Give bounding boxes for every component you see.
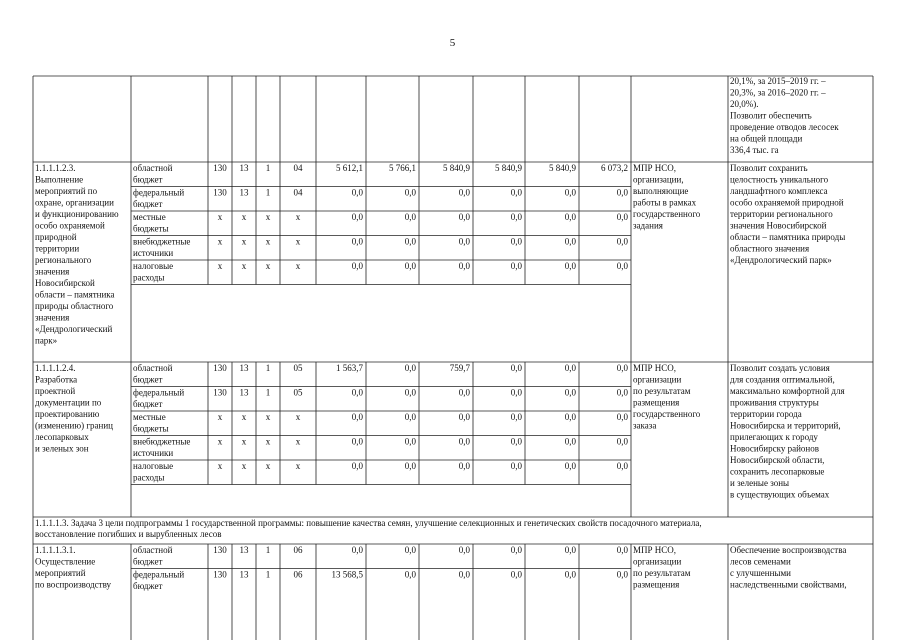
budget-code: x	[295, 261, 301, 271]
executor-line: по результатам	[633, 386, 691, 396]
executor-line: задания	[633, 220, 663, 231]
measure-name-line: документации по	[35, 397, 102, 408]
budget-code: 13	[239, 387, 249, 398]
budget-code: 130	[213, 363, 227, 373]
amount-value: 0,0	[564, 363, 576, 373]
executor-line: выполняющие	[633, 186, 689, 196]
budget-code: x	[241, 461, 247, 471]
measure-name-line: 1.1.1.1.2.3.	[35, 163, 76, 173]
funding-source: федеральный	[133, 387, 185, 398]
amount-value: 0,0	[404, 436, 416, 447]
funding-source: источники	[133, 248, 174, 258]
measure-name-line: регионального	[35, 255, 92, 265]
executor-line: работы в рамках	[633, 197, 697, 208]
budget-code: x	[295, 236, 301, 247]
result-line: прилегающих к городу	[730, 432, 818, 442]
executor-line: МПР НСО,	[633, 545, 677, 555]
funding-source: областной	[133, 545, 173, 555]
amount-value: 0,0	[616, 363, 628, 373]
result-line: в существующих объемах	[730, 489, 830, 500]
measure-name-line: проектированию	[35, 409, 100, 419]
amount-value: 0,0	[616, 261, 628, 271]
result-line: наследственными свойствами,	[730, 579, 847, 590]
funding-source: налоговые	[133, 461, 174, 471]
funding-source: федеральный	[133, 187, 185, 198]
page-number: 5	[449, 37, 456, 49]
result-line: Позволит создать условия	[730, 363, 830, 373]
amount-value: 0,0	[458, 387, 470, 398]
result-note-line: проведение отводов лесосек	[730, 122, 839, 132]
amount-value: 6 073,2	[601, 163, 628, 173]
amount-value: 0,0	[404, 212, 416, 222]
amount-value: 0,0	[404, 412, 416, 422]
funding-source: источники	[133, 448, 174, 458]
funding-source: областной	[133, 163, 173, 173]
executor-line: организации,	[633, 174, 684, 185]
amount-value: 0,0	[564, 412, 576, 422]
funding-source: расходы	[133, 472, 165, 483]
amount-value: 0,0	[458, 212, 470, 222]
budget-code: x	[295, 461, 301, 471]
amount-value: 0,0	[564, 387, 576, 398]
amount-value: 0,0	[404, 363, 416, 373]
amount-value: 0,0	[564, 436, 576, 447]
budget-code: x	[265, 236, 271, 247]
result-note-line: Позволит обеспечить	[730, 110, 812, 121]
budget-code: x	[265, 412, 271, 422]
budget-code: 130	[213, 387, 227, 398]
budget-code: 04	[293, 163, 303, 173]
measure-name-line: по воспроизводству	[35, 579, 112, 590]
amount-value: 0,0	[564, 236, 576, 247]
amount-value: 0,0	[351, 436, 363, 447]
executor-line: организации	[633, 374, 682, 385]
measure-name-line: и функционированию	[35, 209, 119, 219]
amount-value: 0,0	[564, 545, 576, 555]
budget-code: 13	[239, 363, 249, 373]
result-line: ландшафтного комплекса	[730, 186, 828, 196]
executor-line: размещения	[633, 579, 680, 590]
budget-code: x	[265, 261, 271, 271]
budget-code: x	[217, 212, 223, 222]
funding-source: налоговые	[133, 261, 174, 271]
amount-value: 0,0	[458, 187, 470, 198]
result-line: лесов семенами	[730, 556, 791, 567]
amount-value: 5 840,9	[549, 163, 576, 173]
result-line: и зеленые зоны	[730, 478, 790, 488]
budget-code: 130	[213, 545, 227, 555]
amount-value: 0,0	[351, 412, 363, 422]
budget-code: 13	[239, 163, 249, 173]
amount-value: 0,0	[404, 387, 416, 398]
measure-name-line: мероприятий по	[35, 186, 98, 196]
funding-source: бюджет	[133, 374, 163, 385]
result-line: максимально комфортной для	[730, 386, 845, 396]
result-line: Новосибирской области,	[730, 455, 825, 465]
amount-value: 0,0	[458, 236, 470, 247]
budget-code: 1	[265, 387, 271, 398]
result-note-line: 20,0%).	[730, 99, 759, 109]
budget-code: x	[217, 461, 223, 471]
budget-code: 130	[213, 163, 227, 173]
budget-code: 1	[265, 545, 271, 555]
amount-value: 0,0	[510, 545, 522, 555]
amount-value: 0,0	[351, 236, 363, 247]
funding-source: бюджет	[133, 399, 163, 409]
amount-value: 0,0	[510, 236, 522, 247]
amount-value: 0,0	[458, 569, 470, 580]
amount-value: 0,0	[510, 261, 522, 271]
task-text: 1.1.1.1.3. Задача 3 цели подпрограммы 1 государственной программы: повышение качества семян, улучшение селекционных и генетических свойств посадочного материала,	[35, 518, 702, 528]
amount-value: 0,0	[458, 412, 470, 422]
amount-value: 0,0	[458, 545, 470, 555]
measure-name-line: Выполнение	[35, 174, 84, 185]
funding-source: областной	[133, 363, 173, 373]
measure-name-line: области – памятника	[35, 289, 115, 300]
budget-code: 1	[265, 569, 271, 580]
measure-name-line: охране, организации	[35, 197, 114, 208]
amount-value: 5 612,1	[336, 163, 363, 173]
funding-source: местные	[133, 412, 166, 422]
amount-value: 0,0	[351, 545, 363, 555]
amount-value: 0,0	[616, 212, 628, 222]
budget-code: 04	[293, 187, 303, 198]
measure-name-line: (изменению) границ	[35, 420, 113, 431]
measure-name-line: природной	[35, 232, 77, 242]
budget-code: 1	[265, 363, 271, 373]
funding-source: расходы	[133, 272, 165, 283]
funding-source: бюджет	[133, 556, 163, 567]
amount-value: 0,0	[564, 461, 576, 471]
budget-code: 13	[239, 545, 249, 555]
budget-code: x	[217, 236, 223, 247]
budget-code: 05	[293, 363, 303, 373]
executor-line: по результатам	[633, 568, 691, 578]
amount-value: 0,0	[510, 187, 522, 198]
executor-line: организации	[633, 556, 682, 567]
measure-name-line: особо охраняемой	[35, 220, 105, 231]
amount-value: 0,0	[616, 569, 628, 580]
amount-value: 0,0	[458, 461, 470, 471]
measure-name-line: проектной	[35, 386, 76, 396]
amount-value: 0,0	[510, 412, 522, 422]
amount-value: 0,0	[458, 261, 470, 271]
amount-value: 0,0	[404, 569, 416, 580]
amount-value: 1 563,7	[336, 363, 363, 373]
amount-value: 0,0	[351, 387, 363, 398]
amount-value: 0,0	[351, 461, 363, 471]
amount-value: 0,0	[564, 187, 576, 198]
amount-value: 0,0	[510, 461, 522, 471]
amount-value: 0,0	[564, 261, 576, 271]
budget-code: x	[241, 212, 247, 222]
measure-name-line: лесопарковых	[35, 432, 89, 442]
budget-code: 13	[239, 187, 249, 198]
budget-code: x	[265, 436, 271, 447]
budget-code: 13	[239, 569, 249, 580]
amount-value: 0,0	[616, 236, 628, 247]
funding-source: бюджет	[133, 199, 163, 209]
amount-value: 0,0	[510, 569, 522, 580]
result-line: Обеспечение воспроизводства	[730, 545, 847, 555]
budget-code: x	[217, 412, 223, 422]
budget-code: 1	[265, 187, 271, 198]
amount-value: 0,0	[351, 187, 363, 198]
budget-code: x	[217, 261, 223, 271]
amount-value: 0,0	[404, 261, 416, 271]
amount-value: 5 766,1	[389, 163, 416, 173]
budget-code: x	[241, 436, 247, 447]
result-note-line: 20,3%, за 2016–2020 гг. –	[730, 87, 826, 98]
funding-source: бюджет	[133, 581, 163, 591]
amount-value: 0,0	[510, 363, 522, 373]
budget-code: x	[295, 436, 301, 447]
measure-name-line: и зеленых зон	[35, 443, 89, 454]
amount-value: 0,0	[616, 387, 628, 398]
funding-source: внебюджетные	[133, 436, 191, 447]
result-line: Позволит сохранить	[730, 163, 808, 173]
amount-value: 0,0	[404, 187, 416, 198]
amount-value: 0,0	[404, 461, 416, 471]
result-line: территории регионального	[730, 209, 833, 219]
result-note-line: на общей площади	[730, 133, 803, 144]
amount-value: 0,0	[510, 387, 522, 398]
amount-value: 0,0	[510, 212, 522, 222]
amount-value: 0,0	[564, 212, 576, 222]
funding-source: федеральный	[133, 569, 185, 580]
amount-value: 0,0	[616, 461, 628, 471]
budget-code: 130	[213, 187, 227, 198]
result-line: «Дендрологический парк»	[730, 255, 832, 265]
amount-value: 5 840,9	[443, 163, 470, 173]
executor-line: размещения	[633, 397, 680, 408]
result-line: области – памятника природы	[730, 232, 846, 242]
measure-name-line: значения	[35, 266, 70, 277]
amount-value: 0,0	[564, 569, 576, 580]
amount-value: 13 568,5	[331, 569, 363, 580]
measure-name-line: территории	[35, 243, 80, 254]
budget-code: x	[241, 412, 247, 422]
measure-name-line: Разработка	[35, 374, 78, 385]
funding-source: бюджеты	[133, 223, 169, 234]
amount-value: 0,0	[404, 545, 416, 555]
result-line: Новосибирску районов	[730, 443, 819, 454]
funding-source: бюджеты	[133, 423, 169, 434]
result-line: сохранить лесопарковые	[730, 466, 825, 477]
result-line: территории города	[730, 409, 802, 419]
amount-value: 759,7	[449, 363, 470, 373]
measure-name-line: природы областного	[35, 301, 114, 311]
measure-name-line: Осуществление	[35, 556, 96, 567]
result-line: значения Новосибирской	[730, 220, 827, 231]
measure-name-line: 1.1.1.1.2.4.	[35, 363, 76, 373]
budget-code: 06	[293, 569, 303, 580]
budget-code: x	[217, 436, 223, 447]
result-note-line: 336,4 тыс. га	[730, 145, 779, 155]
result-line: Новосибирска и территорий,	[730, 420, 841, 431]
amount-value: 0,0	[616, 545, 628, 555]
amount-value: 0,0	[351, 261, 363, 271]
budget-code: x	[265, 212, 271, 222]
funding-source: местные	[133, 212, 166, 222]
executor-line: государственного	[633, 409, 701, 419]
task-text: восстановление погибших и вырубленных лесов	[35, 529, 222, 539]
measure-name-line: парк»	[35, 335, 58, 346]
budget-code: 1	[265, 163, 271, 173]
amount-value: 0,0	[616, 187, 628, 198]
amount-value: 0,0	[616, 412, 628, 422]
result-line: с улучшенными	[730, 568, 791, 578]
budget-code: x	[295, 412, 301, 422]
budget-code: x	[241, 261, 247, 271]
amount-value: 0,0	[510, 436, 522, 447]
measure-name-line: значения	[35, 312, 70, 323]
measure-name-line: «Дендрологический	[35, 324, 113, 334]
amount-value: 0,0	[458, 436, 470, 447]
budget-code: x	[241, 236, 247, 247]
measure-name-line: мероприятий	[35, 568, 86, 578]
result-line: целостность уникального	[730, 174, 829, 185]
budget-code: 05	[293, 387, 303, 398]
amount-value: 0,0	[404, 236, 416, 247]
budget-code: x	[295, 212, 301, 222]
budget-code: 130	[213, 569, 227, 580]
executor-line: государственного	[633, 209, 701, 219]
result-note-line: 20,1%, за 2015–2019 гг. –	[730, 76, 826, 86]
funding-source: бюджет	[133, 174, 163, 185]
executor-line: МПР НСО,	[633, 363, 677, 373]
result-line: областного значения	[730, 243, 810, 254]
result-line: для создания оптимальной,	[730, 374, 835, 385]
funding-source: внебюджетные	[133, 236, 191, 247]
amount-value: 0,0	[351, 212, 363, 222]
amount-value: 0,0	[616, 436, 628, 447]
measure-name-line: 1.1.1.1.3.1.	[35, 545, 76, 555]
executor-line: МПР НСО,	[633, 163, 677, 173]
amount-value: 5 840,9	[495, 163, 522, 173]
budget-code: x	[265, 461, 271, 471]
result-line: проживания структуры	[730, 397, 819, 408]
executor-line: заказа	[633, 420, 657, 431]
measure-name-line: Новосибирской	[35, 278, 95, 288]
budget-code: 06	[293, 545, 303, 555]
result-line: особо охраняемой природной	[730, 197, 844, 208]
